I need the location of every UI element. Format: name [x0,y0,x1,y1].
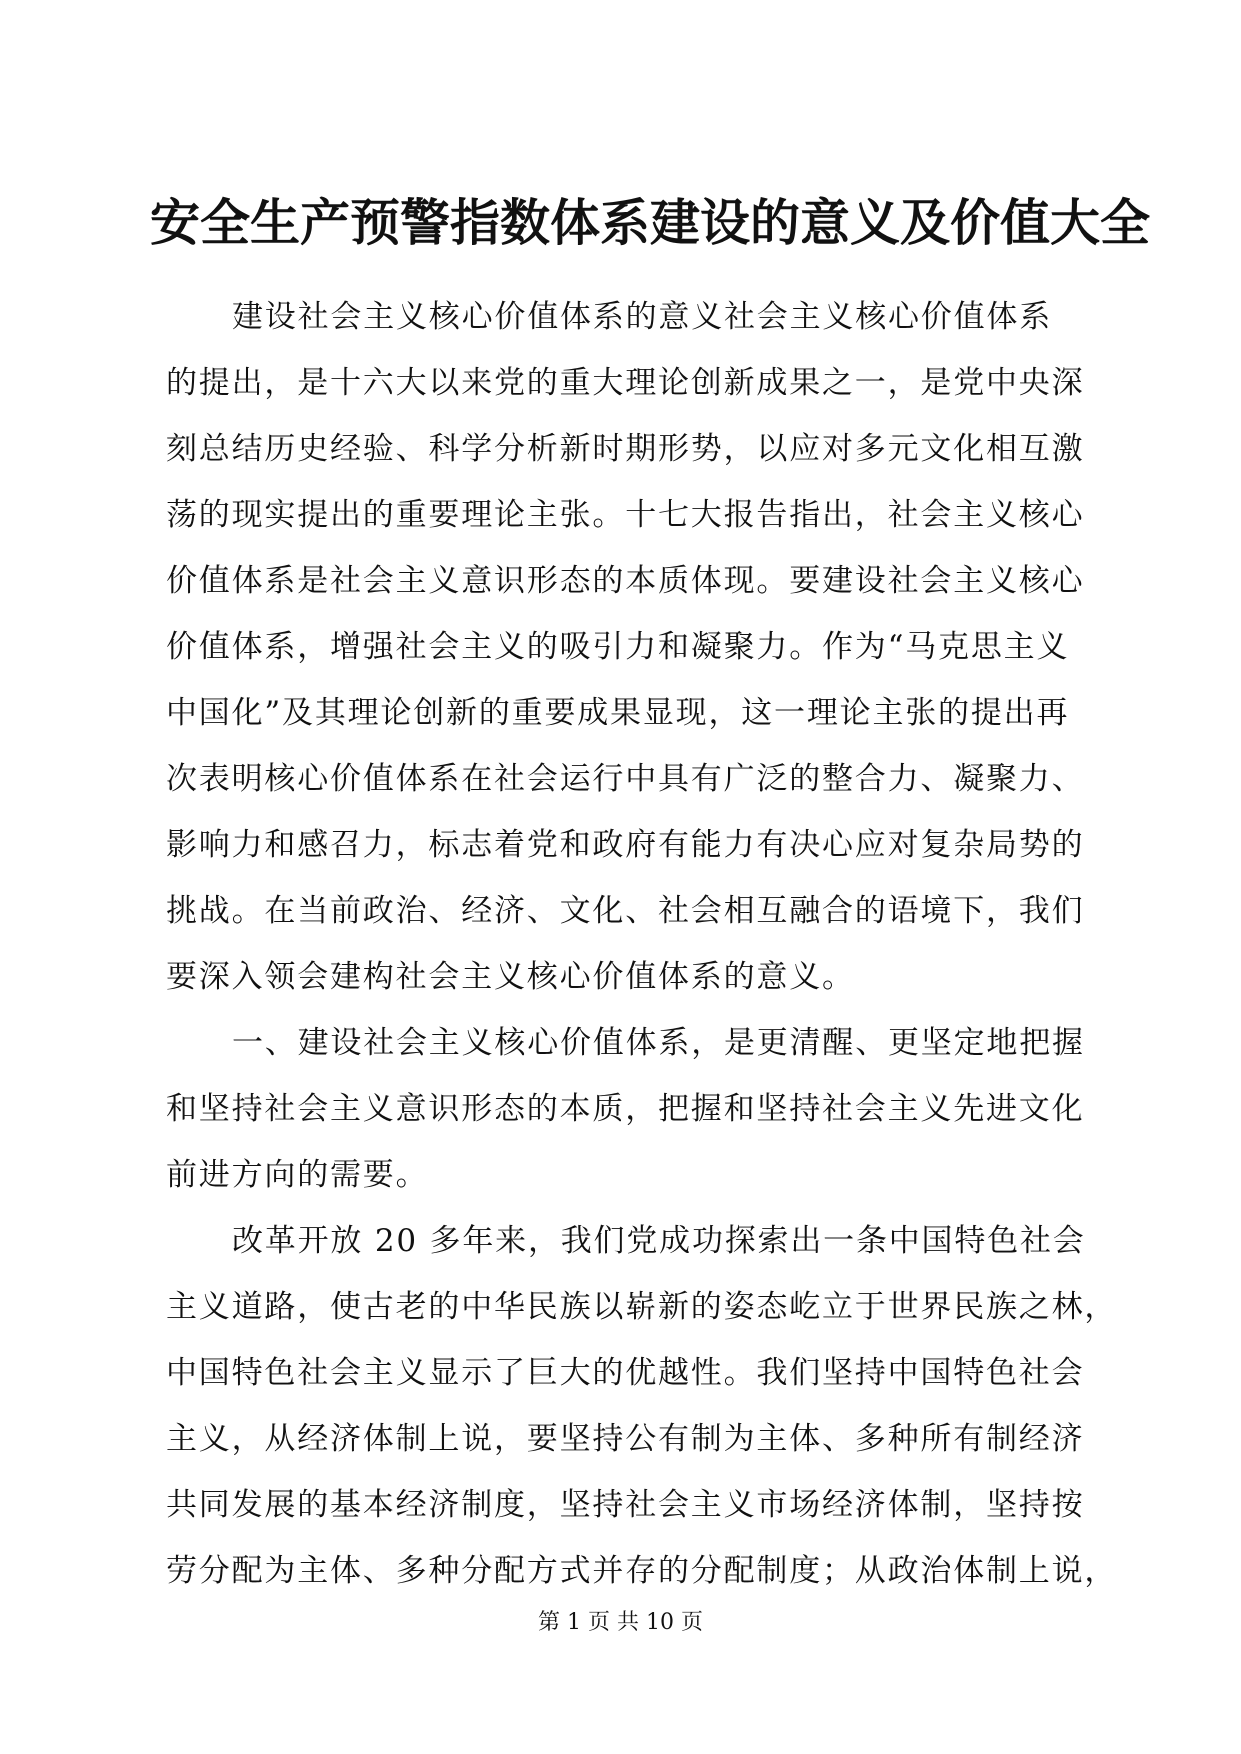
page-footer [0,1608,1241,1638]
paragraph-line: 要深入领会建构社会主义核心价值体系的意义。 [166,959,855,995]
paragraph-1 [166,284,1090,1010]
paragraph-line: 劳分配为主体、多种分配方式并存的分配制度；从政治体制上说， [166,1553,1118,1589]
paragraph-line: 共同发展的基本经济制度，坚持社会主义市场经济体制，坚持按 [166,1487,1085,1523]
page-number-label: 第 1 页 共 10 页 [538,1610,703,1635]
paragraph-line: 价值体系是社会主义意识形态的本质体现。要建设社会主义核心 [166,563,1085,599]
paragraph-3 [166,1208,1118,1604]
paragraph-line: 建设社会主义核心价值体系的意义社会主义核心价值体系 [232,299,1052,335]
paragraph-line: 和坚持社会主义意识形态的本质，把握和坚持社会主义先进文化 [166,1091,1085,1127]
paragraph-line: 刻总结历史经验、科学分析新时期形势，以应对多元文化相互激 [166,431,1085,467]
paragraph-line: 荡的现实提出的重要理论主张。十七大报告指出，社会主义核心 [166,497,1085,533]
document-title: 安全生产预警指数体系建设的意义及价值大全 [150,193,1150,252]
paragraph-line: 中国特色社会主义显示了巨大的优越性。我们坚持中国特色社会 [166,1355,1085,1391]
paragraph-line: 的提出，是十六大以来党的重大理论创新成果之一，是党中央深 [166,365,1085,401]
paragraph-line: 价值体系，增强社会主义的吸引力和凝聚力。作为“马克思主义 [166,629,1070,665]
document-body [166,284,1118,1604]
paragraph-line: 主义，从经济体制上说，要坚持公有制为主体、多种所有制经济 [166,1421,1085,1457]
paragraph-line: 主义道路，使古老的中华民族以崭新的姿态屹立于世界民族之林， [166,1289,1118,1325]
paragraph-line: 前进方向的需要。 [166,1157,429,1193]
paragraph-line: 改革开放 20 多年来，我们党成功探索出一条中国特色社会 [232,1223,1086,1259]
paragraph-line: 中国化”及其理论创新的重要成果显现，这一理论主张的提出再 [166,695,1070,731]
paragraph-2 [166,1010,1090,1208]
paragraph-line: 影响力和感召力，标志着党和政府有能力有决心应对复杂局势的 [166,827,1085,863]
paragraph-line: 一、建设社会主义核心价值体系，是更清醒、更坚定地把握 [232,1025,1085,1061]
paragraph-line: 挑战。在当前政治、经济、文化、社会相互融合的语境下，我们 [166,893,1085,929]
paragraph-line: 次表明核心价值体系在社会运行中具有广泛的整合力、凝聚力、 [166,761,1085,797]
